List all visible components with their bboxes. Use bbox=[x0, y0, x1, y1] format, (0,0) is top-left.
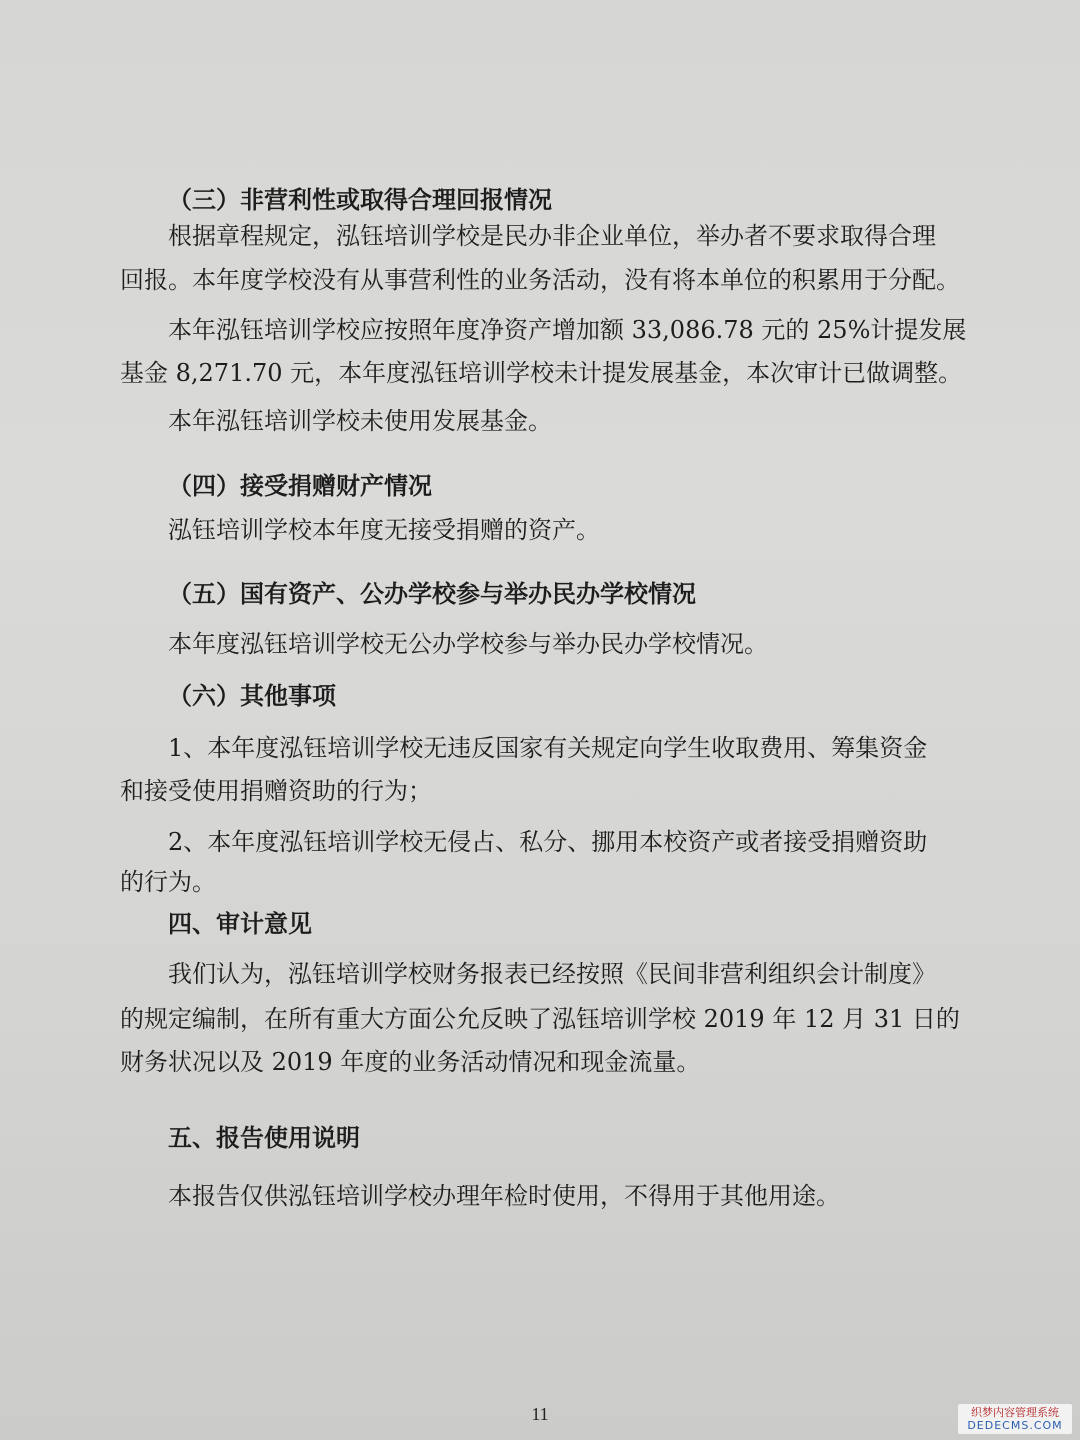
paragraph-line: 根据章程规定，泓钰培训学校是民办非企业单位，举办者不要求取得合理 bbox=[168, 222, 936, 250]
section-4-heading: （四）接受捐赠财产情况 bbox=[168, 471, 432, 500]
paragraph-line: 财务状况以及 2019 年度的业务活动情况和现金流量。 bbox=[120, 1048, 701, 1076]
section-3-heading: （三）非营利性或取得合理回报情况 bbox=[168, 185, 552, 214]
paragraph-line: 基金 8,271.70 元，本年度泓钰培训学校未计提发展基金，本次审计已做调整。 bbox=[120, 359, 963, 387]
watermark-logo bbox=[958, 1404, 1072, 1434]
paragraph-line: 回报。本年度学校没有从事营利性的业务活动，没有将本单位的积累用于分配。 bbox=[120, 266, 960, 294]
paragraph-line: 我们认为，泓钰培训学校财务报表已经按照《民间非营利组织会计制度》 bbox=[168, 960, 936, 988]
paragraph-line: 1、本年度泓钰培训学校无违反国家有关规定向学生收取费用、筹集资金 bbox=[168, 734, 928, 762]
page-number: 11 bbox=[531, 1404, 549, 1424]
paragraph-line: 泓钰培训学校本年度无接受捐赠的资产。 bbox=[168, 516, 600, 544]
paragraph-line: 本报告仅供泓钰培训学校办理年检时使用，不得用于其他用途。 bbox=[168, 1182, 840, 1210]
paragraph-line: 的规定编制，在所有重大方面公允反映了泓钰培训学校 2019 年 12 月 31 日的 bbox=[120, 1005, 960, 1033]
watermark-text-bottom: DEDECMS.COM bbox=[967, 1419, 1063, 1432]
paragraph-line: 本年泓钰培训学校未使用发展基金。 bbox=[168, 407, 552, 435]
paragraph-line: 2、本年度泓钰培训学校无侵占、私分、挪用本校资产或者接受捐赠资助 bbox=[168, 828, 928, 856]
paragraph-line: 的行为。 bbox=[120, 868, 216, 896]
section-6-heading: （六）其他事项 bbox=[168, 681, 336, 710]
paragraph-line: 和接受使用捐赠资助的行为； bbox=[120, 777, 432, 805]
usage-note-heading: 五、报告使用说明 bbox=[168, 1123, 360, 1152]
paragraph-line: 本年泓钰培训学校应按照年度净资产增加额 33,086.78 元的 25%计提发展 bbox=[168, 316, 967, 344]
section-5-heading: （五）国有资产、公办学校参与举办民办学校情况 bbox=[168, 579, 696, 608]
paragraph-line: 本年度泓钰培训学校无公办学校参与举办民办学校情况。 bbox=[168, 630, 768, 658]
audit-opinion-heading: 四、审计意见 bbox=[168, 909, 312, 938]
watermark-text-top: 织梦内容管理系统 bbox=[971, 1406, 1059, 1419]
